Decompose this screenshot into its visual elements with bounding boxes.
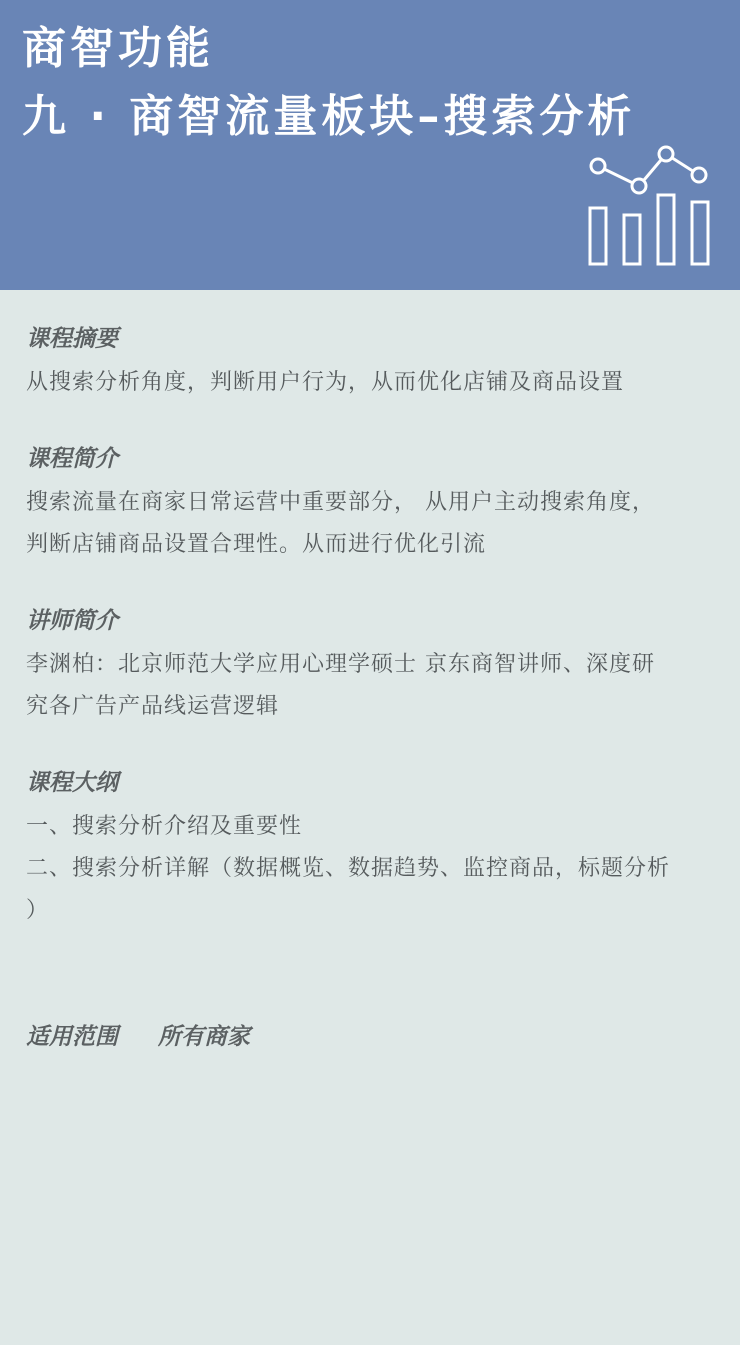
lecturer-text-line-1: 李渊柏：北京师范大学应用心理学硕士 京东商智讲师、深度研	[26, 652, 655, 677]
outline-section	[26, 766, 714, 932]
header-banner	[0, 0, 740, 290]
scope-value: 所有商家	[158, 1024, 251, 1050]
page-subtitle: 九 · 商智流量板块–搜索分析	[22, 91, 636, 142]
content-body	[0, 290, 740, 1051]
scope-label: 适用范围	[26, 1024, 118, 1050]
outline-item: 二、搜索分析详解（数据概览、数据趋势、监控商品，标题分析	[26, 856, 671, 881]
lecturer-title: 讲师简介	[26, 608, 118, 634]
lecturer-section	[26, 604, 714, 728]
intro-text-line-1: 搜索流量在商家日常运营中重要部分， 从用户主动搜索角度，	[26, 490, 655, 515]
intro-title: 课程简介	[26, 446, 118, 472]
scope-row	[26, 1018, 714, 1051]
outline-item: 一、搜索分析介绍及重要性	[26, 814, 303, 839]
summary-text: 从搜索分析角度，判断用户行为，从而优化店铺及商品设置	[26, 370, 625, 395]
page-title: 商智功能	[22, 23, 214, 74]
bar-line-chart-icon	[582, 140, 718, 272]
outline-title: 课程大纲	[26, 770, 118, 796]
lecturer-text-line-2: 究各广告产品线运营逻辑	[26, 694, 280, 719]
intro-section	[26, 442, 714, 566]
summary-title: 课程摘要	[26, 326, 118, 352]
summary-section	[26, 322, 714, 404]
outline-item: ）	[26, 898, 50, 923]
intro-text-line-2: 判断店铺商品设置合理性。从而进行优化引流	[26, 532, 487, 557]
